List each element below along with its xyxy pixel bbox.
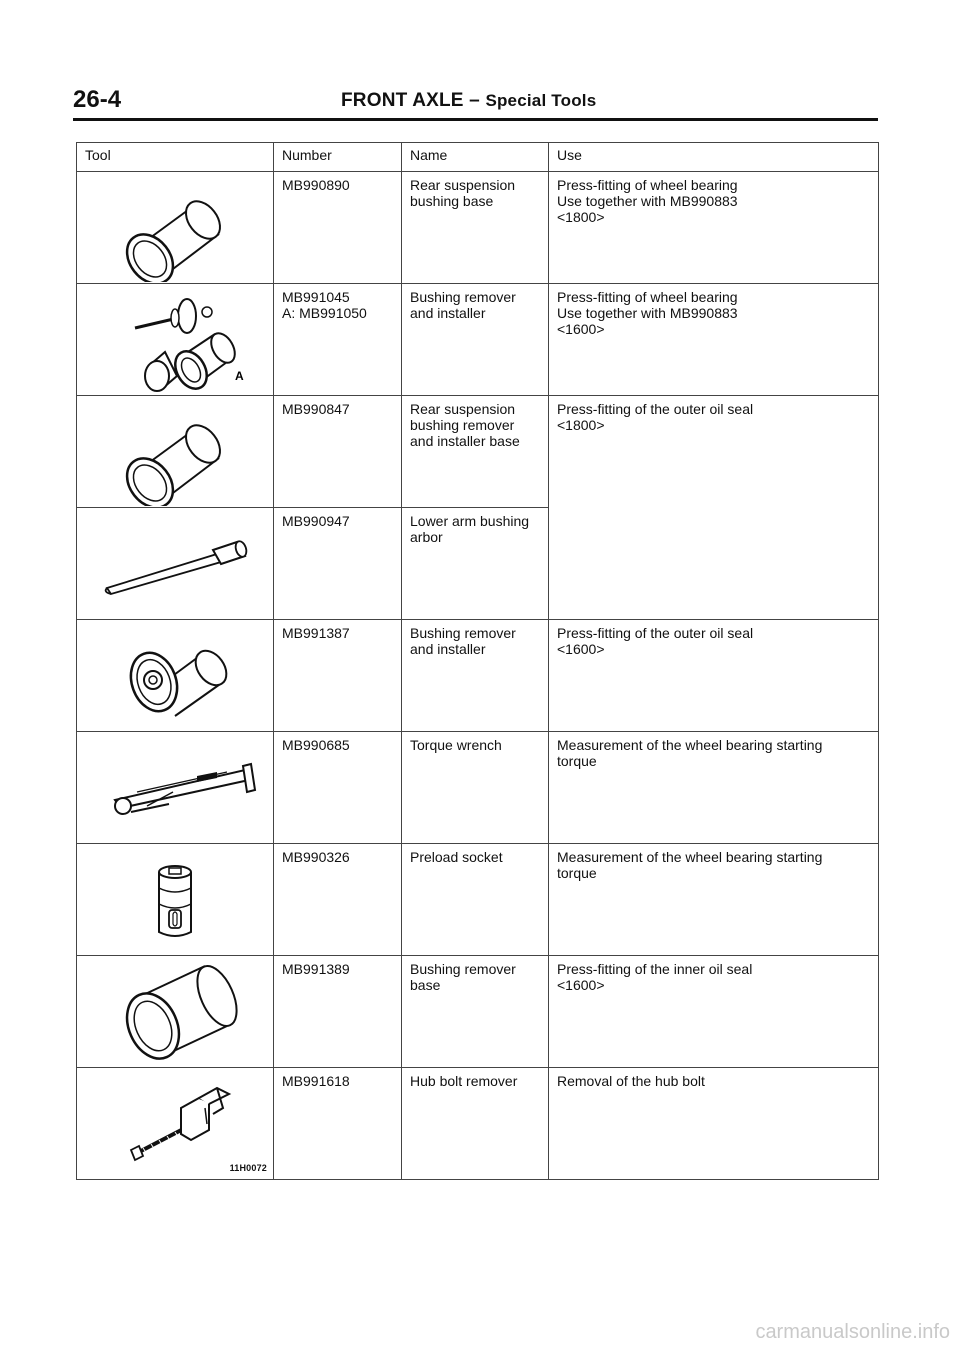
flanged-remover-icon [77, 620, 273, 730]
tool-name-line: Bushing remover [410, 961, 516, 977]
tool-name-line: Bushing remover [410, 289, 516, 305]
tool-number: MB991387 [282, 625, 350, 641]
tool-number: MB990685 [282, 737, 350, 753]
tool-use-line: Press-fitting of wheel bearing [557, 177, 738, 193]
tool-use-line: Press-fitting of the inner oil seal [557, 961, 753, 977]
table-row [77, 172, 879, 284]
cylindrical-base-icon [77, 172, 273, 282]
tool-name-line: Rear suspension [410, 401, 516, 417]
title-sub: Special Tools [485, 91, 597, 110]
tool-use-cell [549, 956, 879, 1068]
tool-name-line: and installer [410, 305, 486, 321]
tool-number-cell [274, 844, 402, 956]
tool-image-cell [77, 172, 274, 284]
tool-number-cell [274, 172, 402, 284]
tool-number: MB990326 [282, 849, 350, 865]
tool-number: MB991389 [282, 961, 350, 977]
tool-name-cell [402, 732, 549, 844]
tool-use-cell [549, 732, 879, 844]
page-title [341, 90, 596, 112]
tool-name-cell [402, 956, 549, 1068]
tool-name-line: bushing base [410, 193, 494, 209]
tool-name-cell [402, 620, 549, 732]
title-main: FRONT AXLE [341, 90, 464, 111]
figure-code: 11H0072 [229, 1163, 267, 1173]
tool-image-cell [77, 620, 274, 732]
tool-name-line: arbor [410, 529, 443, 545]
tool-use-cell [549, 844, 879, 956]
table-row [77, 732, 879, 844]
tool-image-cell [77, 508, 274, 620]
tool-use-line: <1600> [557, 641, 605, 657]
tool-use-cell [549, 620, 879, 732]
watermark: carmanualsonline.info [755, 1321, 950, 1343]
tool-name-line: Rear suspension [410, 177, 516, 193]
tool-name-line: and installer base [410, 433, 520, 449]
tool-name-cell [402, 508, 549, 620]
tool-use-line: Use together with MB990883 [557, 305, 738, 321]
tool-use-line: Press-fitting of wheel bearing [557, 289, 738, 305]
tool-image-cell [77, 1068, 274, 1180]
title-separator: – [469, 90, 480, 111]
header-number: Number [274, 143, 402, 172]
header-name: Name [402, 143, 549, 172]
tool-number: MB990847 [282, 401, 350, 417]
table-row [77, 844, 879, 956]
table-row [77, 396, 879, 508]
bushing-remover-set-icon [77, 284, 273, 394]
arbor-rod-icon [77, 508, 273, 618]
tool-use-cell [549, 284, 879, 396]
cylindrical-base-icon [77, 396, 273, 506]
tool-use-line: torque [557, 753, 597, 769]
tool-name-line: Preload socket [410, 849, 503, 865]
tool-use-line: <1600> [557, 321, 605, 337]
tool-number-cell [274, 508, 402, 620]
tool-number-cell [274, 620, 402, 732]
tool-number-cell [274, 1068, 402, 1180]
tool-use-line: <1800> [557, 209, 605, 225]
header-rule [73, 118, 878, 121]
tool-image-cell [77, 956, 274, 1068]
tool-name-line: Torque wrench [410, 737, 502, 753]
table-row [77, 620, 879, 732]
icon-label-a: A [235, 369, 244, 383]
tool-name-cell [402, 284, 549, 396]
page-header [73, 86, 878, 120]
table-row [77, 956, 879, 1068]
header-use: Use [549, 143, 879, 172]
tool-name-line: Bushing remover [410, 625, 516, 641]
preload-socket-icon [77, 844, 273, 954]
tool-use-line: <1800> [557, 417, 605, 433]
tool-name-cell [402, 396, 549, 508]
page-number: 26-4 [73, 86, 122, 113]
tool-use-line: Press-fitting of the outer oil seal [557, 401, 754, 417]
tool-name-line: base [410, 977, 441, 993]
tool-number: MB991045 [282, 289, 350, 305]
tool-number: MB991618 [282, 1073, 350, 1089]
tool-use-line: Use together with MB990883 [557, 193, 738, 209]
tool-image-cell [77, 844, 274, 956]
tool-use-cell [549, 172, 879, 284]
tool-name-cell [402, 1068, 549, 1180]
tool-name-line: Hub bolt remover [410, 1073, 518, 1089]
tool-image-cell [77, 732, 274, 844]
tool-number: A: MB991050 [282, 305, 367, 321]
special-tools-table [76, 142, 879, 1180]
tool-image-cell [77, 396, 274, 508]
tool-use-line: <1600> [557, 977, 605, 993]
tool-image-cell [77, 284, 274, 396]
tool-use-line: torque [557, 865, 597, 881]
tool-use-line: Measurement of the wheel bearing starting [557, 737, 823, 753]
tool-number: MB990890 [282, 177, 350, 193]
tool-name-line: Lower arm bushing [410, 513, 530, 529]
tool-name-cell [402, 844, 549, 956]
tool-use-cell [549, 396, 879, 620]
tool-name-line: bushing remover [410, 417, 515, 433]
tool-use-line: Measurement of the wheel bearing starting [557, 849, 823, 865]
tool-use-cell [549, 1068, 879, 1180]
table-row [77, 284, 879, 396]
tool-name-line: and installer [410, 641, 486, 657]
tool-number-cell [274, 732, 402, 844]
tool-use-line: Removal of the hub bolt [557, 1073, 705, 1089]
tool-number: MB990947 [282, 513, 350, 529]
table-header-row [77, 143, 879, 172]
tool-number-cell [274, 284, 402, 396]
header-tool: Tool [77, 143, 274, 172]
large-cylinder-base-icon [77, 956, 273, 1066]
tool-number-cell [274, 396, 402, 508]
tool-number-cell [274, 956, 402, 1068]
tool-name-cell [402, 172, 549, 284]
tool-use-line: Press-fitting of the outer oil seal [557, 625, 754, 641]
torque-wrench-icon [77, 732, 273, 842]
table-row [77, 1068, 879, 1180]
